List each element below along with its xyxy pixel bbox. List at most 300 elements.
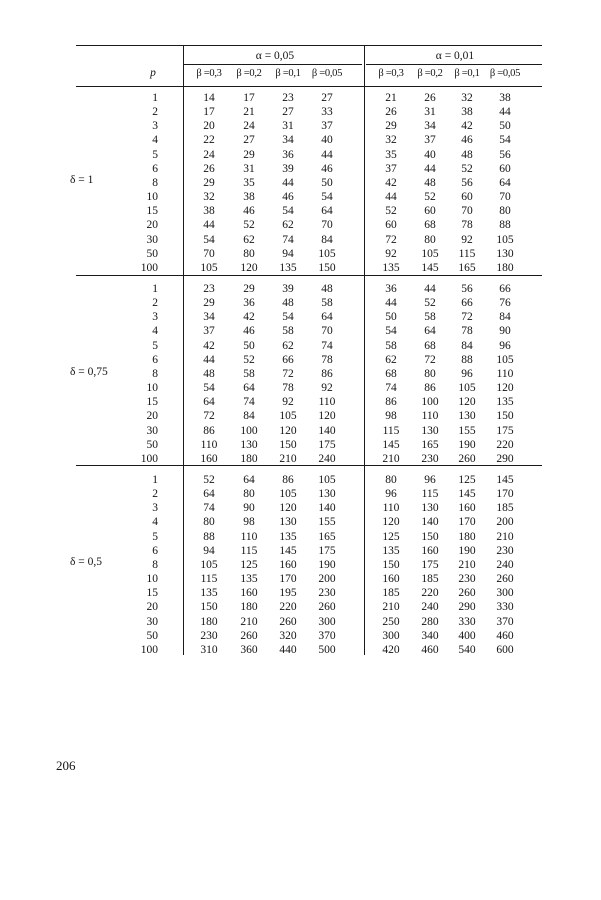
alpha-05-value-cell: 100 <box>240 425 258 437</box>
p-cell: 1 <box>152 474 158 486</box>
alpha-01-value-cell: 185 <box>421 573 439 585</box>
alpha-05-value-cell: 190 <box>318 559 336 571</box>
alpha-05-value-cell: 64 <box>243 382 255 394</box>
alpha-01-value-cell: 92 <box>385 248 397 260</box>
p-cell: 10 <box>146 382 158 394</box>
alpha-01-value-cell: 125 <box>382 531 400 543</box>
p-cell: 10 <box>146 573 158 585</box>
alpha-01-value-cell: 220 <box>496 439 514 451</box>
alpha-05-value-cell: 54 <box>203 234 215 246</box>
alpha-05-value-cell: 17 <box>203 106 215 118</box>
alpha-01-value-cell: 240 <box>496 559 514 571</box>
alpha-05-value-cell: 14 <box>203 92 215 104</box>
p-cell: 3 <box>152 120 158 132</box>
alpha-01-value-cell: 80 <box>424 234 436 246</box>
alpha-05-value-cell: 38 <box>243 191 255 203</box>
alpha-05-value-cell: 62 <box>282 219 294 231</box>
alpha-05-value-cell: 86 <box>321 368 333 380</box>
alpha-01-value-cell: 38 <box>461 106 473 118</box>
alpha-01-value-cell: 135 <box>382 545 400 557</box>
alpha-01-value-cell: 60 <box>499 163 511 175</box>
alpha-05-value-cell: 70 <box>321 325 333 337</box>
alpha-05-value-cell: 300 <box>318 616 336 628</box>
alpha-01-value-cell: 66 <box>499 283 511 295</box>
alpha-01-value-cell: 110 <box>496 368 514 380</box>
delta-label: δ = 0,5 <box>70 556 103 568</box>
alpha-05-value-cell: 27 <box>243 134 255 146</box>
alpha-01-value-cell: 120 <box>382 516 400 528</box>
alpha-05-value-cell: 54 <box>203 382 215 394</box>
p-cell: 1 <box>152 92 158 104</box>
alpha-01-value-cell: 68 <box>424 219 436 231</box>
alpha-05-value-cell: 24 <box>243 120 255 132</box>
alpha-05-value-cell: 74 <box>321 340 333 352</box>
alpha-05-value-cell: 33 <box>321 106 333 118</box>
alpha-05-value-cell: 105 <box>318 474 336 486</box>
alpha-01-value-cell: 80 <box>385 474 397 486</box>
alpha-05-value-cell: 23 <box>203 283 215 295</box>
alpha-05-value-cell: 105 <box>200 559 218 571</box>
alpha-01-value-cell: 145 <box>496 474 514 486</box>
alpha-01-value-cell: 44 <box>424 163 436 175</box>
alpha-01-value-cell: 96 <box>461 368 473 380</box>
alpha-01-value-cell: 50 <box>385 311 397 323</box>
alpha-01-value-cell: 56 <box>461 177 473 189</box>
alpha-05-value-cell: 64 <box>203 396 215 408</box>
alpha-01-value-cell: 260 <box>458 453 476 465</box>
p-cell: 10 <box>146 191 158 203</box>
alpha-column-divider <box>364 45 365 655</box>
p-cell: 2 <box>152 488 158 500</box>
alpha-01-value-cell: 130 <box>421 502 439 514</box>
table-top-rule <box>76 45 542 46</box>
alpha-05-value-cell: 70 <box>321 219 333 231</box>
alpha-05-value-cell: 86 <box>203 425 215 437</box>
alpha-05-value-cell: 52 <box>243 354 255 366</box>
alpha-01-value-cell: 120 <box>458 396 476 408</box>
alpha-05-value-cell: 160 <box>240 587 258 599</box>
p-cell: 50 <box>146 439 158 451</box>
alpha-05-value-cell: 105 <box>200 262 218 274</box>
alpha-05-value-cell: 230 <box>200 630 218 642</box>
p-cell: 50 <box>146 630 158 642</box>
alpha-01-value-cell: 58 <box>424 311 436 323</box>
alpha-01-value-cell: 44 <box>499 106 511 118</box>
alpha-05-value-cell: 36 <box>243 297 255 309</box>
alpha-05-value-cell: 54 <box>321 191 333 203</box>
alpha-05-value-cell: 44 <box>203 219 215 231</box>
alpha-01-value-cell: 72 <box>385 234 397 246</box>
p-cell: 20 <box>146 410 158 422</box>
alpha-05-value-cell: 50 <box>243 340 255 352</box>
alpha-05-beta-header: β =0,2 <box>236 68 262 79</box>
alpha-01-value-cell: 340 <box>421 630 439 642</box>
alpha-01-value-cell: 38 <box>499 92 511 104</box>
alpha-01-value-cell: 210 <box>382 453 400 465</box>
alpha-01-value-cell: 175 <box>421 559 439 571</box>
alpha-05-value-cell: 31 <box>243 163 255 175</box>
alpha-05-value-cell: 74 <box>203 502 215 514</box>
p-cell: 8 <box>152 368 158 380</box>
alpha-05-value-cell: 370 <box>318 630 336 642</box>
alpha-05-value-cell: 110 <box>200 439 218 451</box>
alpha-01-value-cell: 115 <box>458 248 476 260</box>
alpha-01-value-cell: 135 <box>496 396 514 408</box>
alpha-05-value-cell: 84 <box>321 234 333 246</box>
alpha-05-value-cell: 46 <box>321 163 333 175</box>
alpha-01-value-cell: 210 <box>458 559 476 571</box>
alpha-05-value-cell: 105 <box>279 410 297 422</box>
alpha-01-value-cell: 86 <box>424 382 436 394</box>
alpha-01-value-cell: 115 <box>382 425 400 437</box>
alpha-01-value-cell: 31 <box>424 106 436 118</box>
alpha-01-value-cell: 130 <box>496 248 514 260</box>
alpha-05-value-cell: 105 <box>279 488 297 500</box>
alpha-05-value-cell: 175 <box>318 439 336 451</box>
p-cell: 30 <box>146 234 158 246</box>
alpha-01-value-cell: 145 <box>458 488 476 500</box>
alpha-01-value-cell: 185 <box>496 502 514 514</box>
alpha-05-value-cell: 38 <box>203 205 215 217</box>
alpha-05-value-cell: 24 <box>203 149 215 161</box>
alpha-05-value-cell: 200 <box>318 573 336 585</box>
alpha-05-value-cell: 29 <box>203 297 215 309</box>
alpha-01-value-cell: 250 <box>382 616 400 628</box>
alpha-05-value-cell: 240 <box>318 453 336 465</box>
alpha-01-value-cell: 420 <box>382 644 400 656</box>
alpha-01-value-cell: 100 <box>421 396 439 408</box>
alpha-01-value-cell: 190 <box>458 545 476 557</box>
alpha-01-value-cell: 98 <box>385 410 397 422</box>
alpha-05-value-cell: 46 <box>243 205 255 217</box>
alpha-01-value-cell: 52 <box>424 297 436 309</box>
alpha-01-value-cell: 170 <box>496 488 514 500</box>
alpha-05-value-cell: 120 <box>318 410 336 422</box>
alpha-05-value-cell: 360 <box>240 644 258 656</box>
alpha-05-value-cell: 48 <box>282 297 294 309</box>
alpha-05-value-cell: 180 <box>240 601 258 613</box>
alpha-05-value-cell: 42 <box>243 311 255 323</box>
p-cell: 5 <box>152 340 158 352</box>
p-cell: 4 <box>152 134 158 146</box>
alpha-05-value-cell: 80 <box>203 516 215 528</box>
p-cell: 20 <box>146 219 158 231</box>
alpha-01-value-cell: 150 <box>382 559 400 571</box>
alpha-05-value-cell: 46 <box>282 191 294 203</box>
alpha-01-value-cell: 42 <box>461 120 473 132</box>
alpha-01-value-cell: 290 <box>458 601 476 613</box>
alpha-01-value-cell: 70 <box>499 191 511 203</box>
p-cell: 2 <box>152 106 158 118</box>
alpha-01-value-cell: 96 <box>499 340 511 352</box>
alpha-01-value-cell: 64 <box>499 177 511 189</box>
alpha-01-value-cell: 135 <box>382 262 400 274</box>
alpha-05-value-cell: 46 <box>243 325 255 337</box>
alpha-05-value-cell: 64 <box>321 205 333 217</box>
alpha-05-value-cell: 29 <box>203 177 215 189</box>
alpha-01-value-cell: 40 <box>424 149 436 161</box>
alpha-01-value-cell: 240 <box>421 601 439 613</box>
alpha-05-value-cell: 23 <box>282 92 294 104</box>
alpha-05-value-cell: 31 <box>282 120 294 132</box>
alpha-01-value-cell: 52 <box>385 205 397 217</box>
alpha-05-value-cell: 70 <box>203 248 215 260</box>
alpha-05-value-cell: 39 <box>282 163 294 175</box>
alpha-01-value-cell: 130 <box>421 425 439 437</box>
alpha-01-value-cell: 210 <box>496 531 514 543</box>
alpha-05-value-cell: 84 <box>243 410 255 422</box>
alpha-05-value-cell: 125 <box>240 559 258 571</box>
alpha-05-value-cell: 260 <box>279 616 297 628</box>
alpha-05-value-cell: 130 <box>279 516 297 528</box>
alpha-01-value-cell: 34 <box>424 120 436 132</box>
alpha-05-beta-header: β =0,1 <box>275 68 301 79</box>
p-cell: 5 <box>152 531 158 543</box>
alpha-01-value-cell: 460 <box>496 630 514 642</box>
alpha-01-value-cell: 260 <box>496 573 514 585</box>
alpha-05-value-cell: 27 <box>282 106 294 118</box>
alpha-05-value-cell: 210 <box>279 453 297 465</box>
alpha-01-value-cell: 160 <box>382 573 400 585</box>
alpha-01-value-cell: 145 <box>421 262 439 274</box>
alpha-05-value-cell: 175 <box>318 545 336 557</box>
section-divider-1 <box>76 275 542 276</box>
page-number: 206 <box>56 758 76 773</box>
alpha-01-value-cell: 80 <box>499 205 511 217</box>
alpha-01-value-cell: 44 <box>424 283 436 295</box>
alpha-01-value-cell: 140 <box>421 516 439 528</box>
alpha-05-value-cell: 52 <box>243 219 255 231</box>
p-cell: 50 <box>146 248 158 260</box>
alpha-05-value-cell: 78 <box>321 354 333 366</box>
alpha-01-value-cell: 330 <box>496 601 514 613</box>
p-column-header: p <box>150 67 156 79</box>
alpha-05-value-cell: 98 <box>243 516 255 528</box>
alpha-05-value-cell: 88 <box>203 531 215 543</box>
header-bottom-rule <box>76 86 542 87</box>
alpha-01-value-cell: 300 <box>382 630 400 642</box>
alpha-01-value-cell: 230 <box>458 573 476 585</box>
alpha-01-value-cell: 58 <box>385 340 397 352</box>
alpha-01-value-cell: 300 <box>496 587 514 599</box>
alpha-01-value-cell: 54 <box>499 134 511 146</box>
alpha-01-value-cell: 32 <box>385 134 397 146</box>
alpha-05-value-cell: 155 <box>318 516 336 528</box>
alpha-01-value-cell: 42 <box>385 177 397 189</box>
p-cell: 2 <box>152 297 158 309</box>
alpha-05-value-cell: 165 <box>318 531 336 543</box>
alpha-05-value-cell: 58 <box>282 325 294 337</box>
alpha-01-value-cell: 78 <box>461 325 473 337</box>
alpha-05-value-cell: 170 <box>279 573 297 585</box>
alpha-01-value-cell: 160 <box>458 502 476 514</box>
p-cell: 15 <box>146 587 158 599</box>
alpha-05-value-cell: 20 <box>203 120 215 132</box>
alpha-05-value-cell: 92 <box>321 382 333 394</box>
alpha-05-value-cell: 135 <box>279 531 297 543</box>
alpha-05-value-cell: 29 <box>243 283 255 295</box>
alpha-05-value-cell: 94 <box>282 248 294 260</box>
alpha-05-value-cell: 34 <box>282 134 294 146</box>
alpha-01-beta-header: β =0,1 <box>454 68 480 79</box>
p-cell: 100 <box>140 453 158 465</box>
p-cell: 3 <box>152 311 158 323</box>
alpha-01-value-cell: 155 <box>458 425 476 437</box>
alpha-05-value-cell: 86 <box>282 474 294 486</box>
p-cell: 100 <box>140 644 158 656</box>
alpha-05-value-cell: 220 <box>279 601 297 613</box>
alpha-01-value-cell: 90 <box>499 325 511 337</box>
alpha-05-value-cell: 210 <box>240 616 258 628</box>
alpha-05-value-cell: 90 <box>243 502 255 514</box>
alpha-01-value-cell: 76 <box>499 297 511 309</box>
alpha-01-value-cell: 60 <box>385 219 397 231</box>
alpha-05-value-cell: 80 <box>243 248 255 260</box>
p-cell: 100 <box>140 262 158 274</box>
alpha-01-value-cell: 110 <box>382 502 400 514</box>
alpha-01-value-cell: 600 <box>496 644 514 656</box>
alpha-05-value-cell: 135 <box>240 573 258 585</box>
alpha-05-value-cell: 34 <box>203 311 215 323</box>
alpha-05-value-cell: 180 <box>200 616 218 628</box>
alpha-05-value-cell: 110 <box>318 396 336 408</box>
alpha-05-value-cell: 64 <box>321 311 333 323</box>
alpha-05-value-cell: 140 <box>318 502 336 514</box>
alpha-01-value-cell: 105 <box>458 382 476 394</box>
alpha-05-value-cell: 74 <box>243 396 255 408</box>
alpha-05-value-cell: 310 <box>200 644 218 656</box>
alpha-01-value-cell: 62 <box>385 354 397 366</box>
alpha-05-value-cell: 54 <box>282 311 294 323</box>
alpha-01-value-cell: 230 <box>496 545 514 557</box>
alpha-05-value-cell: 440 <box>279 644 297 656</box>
alpha-05-value-cell: 39 <box>282 283 294 295</box>
alpha-01-underline <box>366 64 542 65</box>
alpha-01-value-cell: 44 <box>385 191 397 203</box>
alpha-01-value-cell: 260 <box>458 587 476 599</box>
p-cell: 8 <box>152 177 158 189</box>
alpha-01-value-cell: 130 <box>458 410 476 422</box>
alpha-01-header: α = 0,01 <box>435 50 475 62</box>
alpha-01-value-cell: 60 <box>461 191 473 203</box>
alpha-01-beta-header: β =0,05 <box>489 68 521 79</box>
p-cell: 5 <box>152 149 158 161</box>
alpha-05-value-cell: 64 <box>203 488 215 500</box>
alpha-01-value-cell: 46 <box>461 134 473 146</box>
alpha-05-value-cell: 145 <box>279 545 297 557</box>
alpha-05-value-cell: 150 <box>318 262 336 274</box>
alpha-01-value-cell: 74 <box>385 382 397 394</box>
alpha-01-value-cell: 48 <box>424 177 436 189</box>
alpha-05-value-cell: 72 <box>282 368 294 380</box>
alpha-05-value-cell: 44 <box>282 177 294 189</box>
alpha-01-value-cell: 37 <box>424 134 436 146</box>
alpha-05-beta-header: β =0,3 <box>196 68 222 79</box>
delta-label: δ = 0,75 <box>70 366 108 378</box>
p-cell: 6 <box>152 545 158 557</box>
alpha-05-value-cell: 140 <box>318 425 336 437</box>
alpha-05-value-cell: 37 <box>203 325 215 337</box>
alpha-01-value-cell: 220 <box>421 587 439 599</box>
alpha-01-value-cell: 190 <box>458 439 476 451</box>
alpha-01-value-cell: 180 <box>458 531 476 543</box>
alpha-05-value-cell: 260 <box>240 630 258 642</box>
alpha-01-value-cell: 125 <box>458 474 476 486</box>
alpha-01-value-cell: 80 <box>424 368 436 380</box>
alpha-01-value-cell: 32 <box>461 92 473 104</box>
alpha-05-value-cell: 50 <box>321 177 333 189</box>
alpha-01-value-cell: 460 <box>421 644 439 656</box>
alpha-05-value-cell: 48 <box>321 283 333 295</box>
alpha-01-value-cell: 72 <box>424 354 436 366</box>
alpha-05-value-cell: 80 <box>243 488 255 500</box>
alpha-01-value-cell: 150 <box>496 410 514 422</box>
alpha-01-value-cell: 120 <box>496 382 514 394</box>
alpha-01-value-cell: 170 <box>458 516 476 528</box>
alpha-05-value-cell: 48 <box>203 368 215 380</box>
alpha-05-value-cell: 74 <box>282 234 294 246</box>
alpha-05-value-cell: 17 <box>243 92 255 104</box>
alpha-05-value-cell: 26 <box>203 163 215 175</box>
p-cell: 15 <box>146 205 158 217</box>
alpha-05-value-cell: 120 <box>240 262 258 274</box>
p-cell: 3 <box>152 502 158 514</box>
alpha-05-value-cell: 110 <box>240 531 258 543</box>
alpha-01-value-cell: 230 <box>421 453 439 465</box>
alpha-01-value-cell: 36 <box>385 283 397 295</box>
alpha-01-value-cell: 400 <box>458 630 476 642</box>
alpha-05-value-cell: 58 <box>321 297 333 309</box>
alpha-05-value-cell: 44 <box>203 354 215 366</box>
alpha-01-value-cell: 88 <box>461 354 473 366</box>
p-cell: 6 <box>152 354 158 366</box>
alpha-01-value-cell: 88 <box>499 219 511 231</box>
alpha-01-value-cell: 150 <box>421 531 439 543</box>
p-cell: 30 <box>146 425 158 437</box>
alpha-01-value-cell: 56 <box>461 283 473 295</box>
alpha-01-value-cell: 50 <box>499 120 511 132</box>
alpha-05-value-cell: 52 <box>203 474 215 486</box>
alpha-05-value-cell: 120 <box>279 502 297 514</box>
alpha-05-value-cell: 36 <box>282 149 294 161</box>
alpha-01-value-cell: 48 <box>461 149 473 161</box>
alpha-05-value-cell: 66 <box>282 354 294 366</box>
alpha-01-value-cell: 72 <box>461 311 473 323</box>
alpha-05-value-cell: 35 <box>243 177 255 189</box>
alpha-05-header: α = 0,05 <box>255 50 295 62</box>
alpha-01-value-cell: 96 <box>424 474 436 486</box>
alpha-05-value-cell: 195 <box>279 587 297 599</box>
alpha-05-value-cell: 29 <box>243 149 255 161</box>
alpha-01-value-cell: 115 <box>421 488 439 500</box>
alpha-05-value-cell: 62 <box>282 340 294 352</box>
alpha-01-value-cell: 52 <box>461 163 473 175</box>
p-column-divider <box>183 45 184 655</box>
alpha-05-beta-header: β =0,05 <box>311 68 343 79</box>
p-cell: 20 <box>146 601 158 613</box>
alpha-05-value-cell: 27 <box>321 92 333 104</box>
alpha-05-underline <box>184 64 362 65</box>
alpha-05-value-cell: 32 <box>203 191 215 203</box>
alpha-01-value-cell: 86 <box>385 396 397 408</box>
alpha-01-value-cell: 35 <box>385 149 397 161</box>
alpha-01-value-cell: 105 <box>496 234 514 246</box>
alpha-01-value-cell: 26 <box>385 106 397 118</box>
p-cell: 15 <box>146 396 158 408</box>
alpha-01-beta-header: β =0,2 <box>417 68 443 79</box>
alpha-05-value-cell: 135 <box>279 262 297 274</box>
alpha-05-value-cell: 260 <box>318 601 336 613</box>
